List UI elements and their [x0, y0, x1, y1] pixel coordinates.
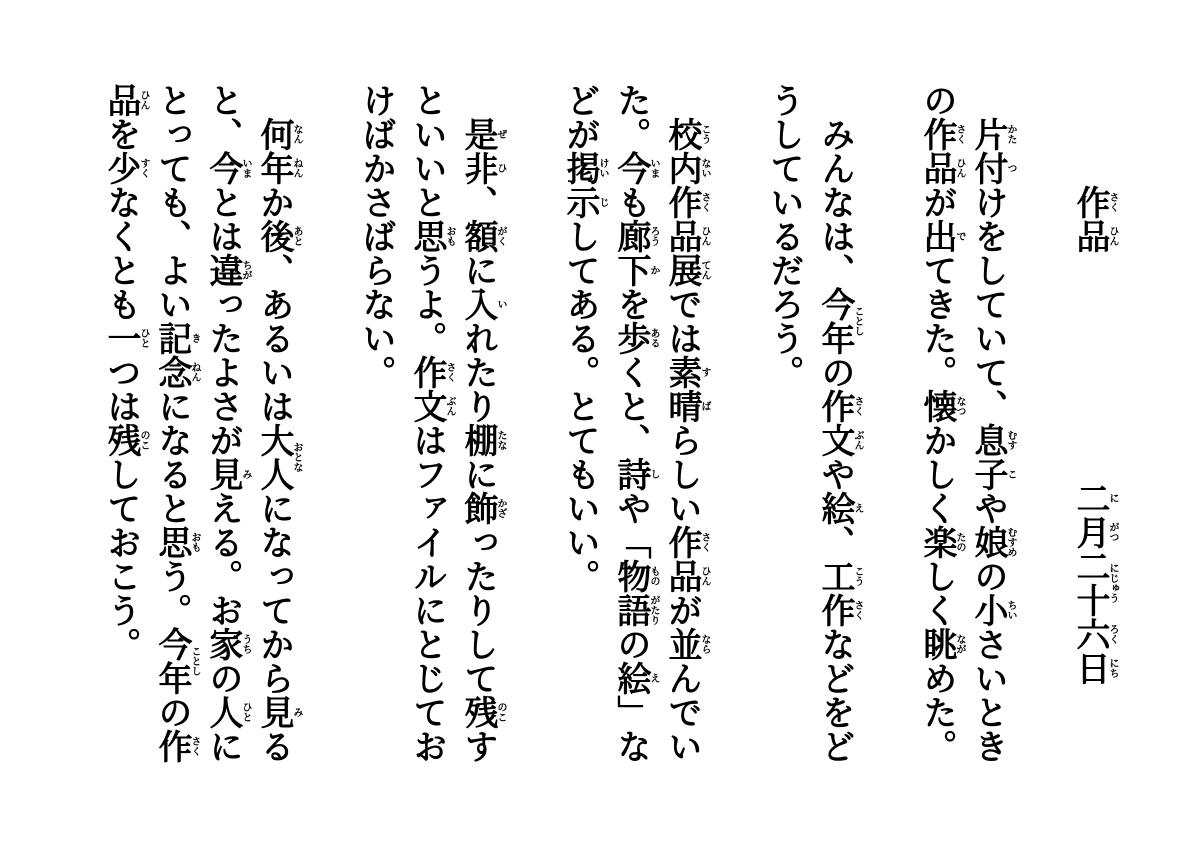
text-run: つは: [101, 355, 141, 423]
ruby-base: 思: [152, 525, 192, 559]
ruby-base: 今: [203, 151, 243, 185]
text-run: どが: [560, 83, 600, 151]
ruby-base: 素: [662, 355, 702, 389]
text-run: などをど: [815, 627, 855, 763]
ruby-reading: こう: [699, 124, 710, 144]
ruby-base: 二十: [1070, 549, 1110, 617]
document-date: [1070, 481, 1118, 685]
ruby-reading: のこ: [138, 430, 149, 450]
ruby-base: 品: [917, 151, 957, 185]
ruby-reading: おとな: [291, 442, 302, 472]
ruby-reading: す: [699, 367, 710, 377]
text-run: に: [203, 729, 243, 763]
ruby-reading: にち: [1107, 658, 1118, 678]
ruby-reading: もの: [648, 566, 659, 586]
ruby-base: 作: [917, 117, 957, 151]
text-line: [764, 83, 815, 763]
ruby-base: 展: [662, 253, 702, 287]
ruby-base: 校: [662, 117, 702, 151]
ruby-reading: ぶん: [444, 396, 455, 416]
ruby-reading: おも: [189, 532, 200, 552]
ruby-base: 工: [815, 559, 855, 593]
text-run: けばかさばらない。: [356, 83, 396, 389]
ruby-reading: え: [648, 673, 659, 683]
text-run: では: [662, 287, 702, 355]
ruby-base: 大人: [254, 423, 294, 491]
text-run: ったりして: [458, 525, 498, 695]
text-line: [968, 83, 1019, 763]
line-text: [560, 83, 608, 763]
ruby-reading: かざ: [495, 498, 506, 518]
text-run: になってから: [254, 491, 294, 695]
ruby-reading: ひん: [138, 90, 149, 110]
ruby-reading: がく: [495, 226, 506, 246]
text-line: [917, 83, 968, 763]
ruby-reading: おも: [444, 226, 455, 246]
ruby-base: 残: [101, 423, 141, 457]
ruby-reading: え: [852, 503, 863, 513]
text-run: くと、: [611, 355, 651, 457]
ruby-reading: なん: [291, 124, 302, 144]
ruby-reading: のこ: [495, 702, 506, 722]
text-run: はファイルにとじてお: [407, 423, 447, 763]
ruby-base: 今年: [815, 287, 855, 355]
paragraph: [917, 83, 1019, 763]
ruby-base: 年: [254, 151, 294, 185]
text-run: 、: [458, 185, 498, 219]
ruby-base: 思: [407, 219, 447, 253]
text-line: [458, 83, 509, 763]
ruby-base: 作: [662, 185, 702, 219]
text-run: の: [815, 355, 855, 389]
ruby-reading: てん: [699, 260, 710, 280]
text-run: さいとき: [968, 627, 1008, 763]
paragraph: [356, 83, 509, 763]
ruby-reading: がつ: [1107, 522, 1118, 542]
ruby-base: 作: [1070, 185, 1110, 219]
ruby-base: 違: [203, 253, 243, 287]
paragraph: [101, 83, 305, 763]
ruby-reading: ひん: [1107, 226, 1118, 246]
text-run: しておこう。: [101, 457, 141, 661]
ruby-reading: けい: [597, 158, 608, 178]
ruby-reading: いま: [648, 158, 659, 178]
ruby-reading: なら: [699, 634, 710, 654]
line-text: [101, 83, 149, 763]
text-run: けをしていて、: [968, 185, 1008, 423]
text-run: を: [611, 287, 651, 321]
text-run: を: [101, 117, 141, 151]
text-run: の: [917, 83, 957, 117]
text-run: うしているだろう。: [764, 83, 804, 389]
ruby-base: 文: [407, 389, 447, 423]
ruby-reading: し: [648, 469, 659, 479]
ruby-reading: ひん: [699, 566, 710, 586]
ruby-reading: ちい: [1005, 600, 1016, 620]
text-run: とは: [203, 185, 243, 253]
ruby-base: 示: [560, 185, 600, 219]
ruby-base: 子: [968, 457, 1008, 491]
ruby-base: 作: [815, 389, 855, 423]
ruby-base: 一: [101, 321, 141, 355]
ruby-reading: ろく: [1107, 624, 1118, 644]
text-run: や: [968, 491, 1008, 525]
ruby-reading: がたり: [648, 595, 659, 625]
text-run: が: [917, 185, 957, 219]
text-run: ったよさが: [203, 287, 243, 457]
ruby-base: 作: [815, 593, 855, 627]
ruby-base: 今年: [152, 627, 192, 695]
ruby-base: 懐: [917, 389, 957, 423]
text-run: れたり: [458, 321, 498, 423]
header-line: [1070, 83, 1121, 763]
text-run: うよ。: [407, 253, 447, 355]
ruby-reading: さく: [189, 736, 200, 756]
ruby-base: 棚: [458, 423, 498, 457]
line-text: [203, 83, 251, 763]
text-line: [356, 83, 407, 763]
text-run: も: [611, 185, 651, 219]
text-run: めた。: [917, 661, 957, 763]
ruby-reading: ねん: [291, 158, 302, 178]
ruby-base: 月: [1070, 515, 1110, 549]
ruby-reading: ない: [699, 158, 710, 178]
ruby-base: 歩: [611, 321, 651, 355]
ruby-base: 六: [1070, 617, 1110, 651]
ruby-reading: ぶん: [852, 430, 863, 450]
ruby-base: 念: [152, 355, 192, 389]
line-text: [765, 83, 803, 763]
text-run: してある。とてもいい。: [560, 219, 600, 593]
ruby-reading: むす: [1005, 430, 1016, 450]
text-run: しく: [917, 559, 957, 627]
ruby-reading: か: [648, 265, 659, 275]
ruby-reading: いま: [240, 158, 251, 178]
ruby-base: 付: [968, 151, 1008, 185]
ruby-base: 小: [968, 593, 1008, 627]
ruby-base: 残: [458, 695, 498, 729]
ruby-base: 今: [611, 151, 651, 185]
ruby-base: 額: [458, 219, 498, 253]
paragraph: [560, 83, 713, 763]
ruby-base: 品: [101, 83, 141, 117]
ruby-base: 見: [203, 457, 243, 491]
ruby-reading: ひと: [240, 702, 251, 722]
ruby-base: 後: [254, 219, 294, 253]
text-line: [611, 83, 662, 763]
text-run: の: [152, 695, 192, 729]
ruby-base: 記: [152, 321, 192, 355]
ruby-base: 絵: [611, 661, 651, 695]
ruby-reading: ひん: [954, 158, 965, 178]
ruby-reading: たな: [495, 430, 506, 450]
ruby-reading: ば: [699, 401, 710, 411]
ruby-reading: こ: [1005, 469, 1016, 479]
ruby-base: 日: [1070, 651, 1110, 685]
ruby-reading: さく: [954, 124, 965, 144]
ruby-base: 掲: [560, 151, 600, 185]
ruby-base: 家: [203, 627, 243, 661]
text-run: える。お: [203, 491, 243, 627]
ruby-base: 出: [917, 219, 957, 253]
ruby-reading: ひん: [699, 226, 710, 246]
text-run: に: [458, 457, 498, 491]
line-text: [917, 83, 965, 763]
text-run: 」な: [611, 695, 651, 763]
text-run: 、あるいは: [254, 253, 294, 423]
ruby-reading: ことし: [852, 306, 863, 336]
ruby-reading: すく: [138, 158, 149, 178]
ruby-reading: ひと: [138, 328, 149, 348]
ruby-reading: じ: [597, 197, 608, 207]
ruby-base: 作: [662, 525, 702, 559]
ruby-reading: き: [189, 333, 200, 343]
text-run: と、: [203, 83, 243, 151]
line-text: [815, 117, 863, 763]
ruby-base: 廊: [611, 219, 651, 253]
text-run: る: [254, 729, 294, 763]
ruby-base: 品: [662, 219, 702, 253]
ruby-base: 見: [254, 695, 294, 729]
ruby-base: 品: [1070, 219, 1110, 253]
ruby-base: 何: [254, 117, 294, 151]
text-line: [815, 83, 866, 763]
ruby-base: 内: [662, 151, 702, 185]
ruby-reading: さく: [444, 362, 455, 382]
text-run: になると: [152, 389, 192, 525]
ruby-reading: さく: [852, 396, 863, 416]
ruby-base: 絵: [815, 491, 855, 525]
text-run: に: [458, 253, 498, 287]
text-run: といいと: [407, 83, 447, 219]
ruby-base: 並: [662, 627, 702, 661]
ruby-base: 作: [407, 355, 447, 389]
ruby-base: 娘: [968, 525, 1008, 559]
text-line: [560, 83, 611, 763]
text-run: か: [254, 185, 294, 219]
text-run: が: [662, 593, 702, 627]
line-text: [458, 117, 506, 763]
text-run: んでい: [662, 661, 702, 763]
ruby-reading: ねん: [189, 362, 200, 382]
text-run: 、: [815, 525, 855, 559]
ruby-reading: ぜ: [495, 129, 506, 139]
text-line: [254, 83, 305, 763]
text-line: [662, 83, 713, 763]
text-run: かしく: [917, 423, 957, 525]
ruby-base: 楽: [917, 525, 957, 559]
ruby-reading: あと: [291, 226, 302, 246]
ruby-base: 物: [611, 559, 651, 593]
ruby-reading: ちが: [240, 260, 251, 280]
ruby-base: 片: [968, 117, 1008, 151]
text-run: す: [458, 729, 498, 763]
text-run: の: [611, 627, 651, 661]
ruby-reading: うち: [240, 634, 251, 654]
ruby-reading: さく: [852, 600, 863, 620]
ruby-base: 是: [458, 117, 498, 151]
ruby-base: 入: [458, 287, 498, 321]
text-line: [407, 83, 458, 763]
ruby-base: 詩: [611, 457, 651, 491]
ruby-reading: に: [1107, 493, 1118, 503]
ruby-base: 非: [458, 151, 498, 185]
ruby-reading: ひ: [495, 163, 506, 173]
ruby-base: 文: [815, 423, 855, 457]
ruby-reading: さく: [699, 532, 710, 552]
ruby-base: 飾: [458, 491, 498, 525]
text-run: らしい: [662, 423, 702, 525]
text-run: とっても、よい: [152, 83, 192, 321]
ruby-reading: ある: [648, 328, 659, 348]
text-line: [152, 83, 203, 763]
line-text: [152, 83, 200, 763]
ruby-reading: たの: [954, 532, 965, 552]
ruby-reading: で: [954, 231, 965, 241]
ruby-reading: にじゅう: [1107, 563, 1118, 603]
ruby-reading: み: [240, 469, 251, 479]
line-text: [407, 83, 455, 763]
ruby-reading: さく: [699, 192, 710, 212]
ruby-base: 下: [611, 253, 651, 287]
ruby-reading: こう: [852, 566, 863, 586]
ruby-base: 語: [611, 593, 651, 627]
text-run: や: [815, 457, 855, 491]
ruby-reading: かた: [1005, 124, 1016, 144]
ruby-base: 人: [203, 695, 243, 729]
text-line: [101, 83, 152, 763]
ruby-base: 息: [968, 423, 1008, 457]
ruby-reading: み: [291, 707, 302, 717]
text-run: の: [203, 661, 243, 695]
document-page: [101, 83, 1121, 763]
line-text: [254, 117, 302, 763]
text-run: た。: [611, 83, 651, 151]
ruby-base: 眺: [917, 627, 957, 661]
paragraph: [764, 83, 866, 763]
text-run: てきた。: [917, 253, 957, 389]
ruby-reading: ことし: [189, 646, 200, 676]
ruby-base: 二: [1070, 481, 1110, 515]
ruby-reading: なが: [954, 634, 965, 654]
ruby-base: 品: [662, 559, 702, 593]
ruby-base: 少: [101, 151, 141, 185]
ruby-reading: つ: [1005, 163, 1016, 173]
line-text: [968, 117, 1016, 763]
text-line: [203, 83, 254, 763]
text-run: う。: [152, 559, 192, 627]
ruby-reading: さく: [1107, 192, 1118, 212]
text-run: なくとも: [101, 185, 141, 321]
text-run: みんなは、: [815, 117, 855, 287]
line-text: [357, 83, 395, 763]
text-run: の: [968, 559, 1008, 593]
text-run: や「: [611, 491, 651, 559]
line-text: [611, 83, 659, 763]
ruby-reading: ろう: [648, 226, 659, 246]
document-body: [101, 83, 1019, 763]
ruby-reading: い: [495, 299, 506, 309]
line-text: [662, 117, 710, 763]
ruby-reading: なつ: [954, 396, 965, 416]
ruby-base: 作: [152, 729, 192, 763]
ruby-reading: むすめ: [1005, 527, 1016, 557]
ruby-base: 晴: [662, 389, 702, 423]
